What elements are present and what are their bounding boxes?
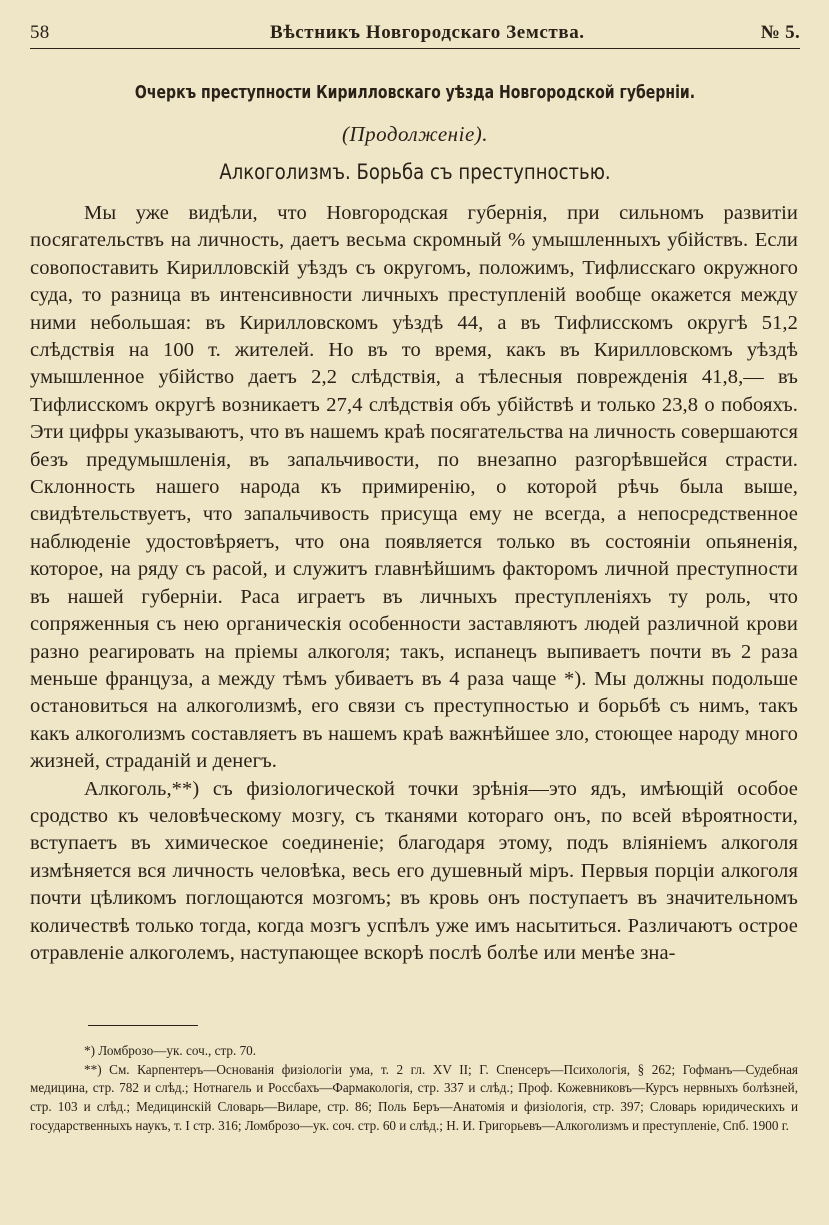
- article-body: [30, 200, 798, 967]
- journal-title: Вѣстникъ Новгородскаго Земства.: [270, 22, 585, 43]
- paragraph: Мы уже видѣли, что Новгородская губернія, при сильномъ развитіи посягательствъ на личность, даетъ весьма скромный % умышленныхъ убійствъ. Если совопоставить Кирилловскій уѣздъ съ округомъ, положимъ, Тифлисскаго окружного суда, то разница въ интенсивности личныхъ преступленій вообще окажется между ними небольшая: въ Кирилловскомъ уѣздѣ 44, а въ Тифлисскомъ округѣ 51,2 слѣдствія на 100 т. жителей. Но въ то время, какъ въ Кирилловскомъ уѣздѣ умышленное убійство даетъ 2,2 слѣдствія, а тѣлесныя поврежденія 41,8,— въ Тифлисскомъ округѣ возникаетъ 27,4 слѣдствія объ убійствѣ и только 23,8 о побояхъ. Эти цифры указываютъ, что въ нашемъ краѣ посягательства на личность совершаются безъ предумышленія, въ запальчивости, по внезапно разгорѣвшейся страсти. Склонность нашего народа къ примиренію, о которой рѣчь была выше, свидѣтельствуетъ, что запальчивость присуща ему не всегда, а непосредственное наблюденіе удостовѣряетъ, что она появляется только въ состояніи опьяненія, которое, на ряду съ расой, и служитъ главнѣйшимъ факторомъ личной преступности въ нашей губерніи. Раса играетъ въ личныхъ преступленіяхъ ту роль, что сопряженныя съ нею органическія особенности заставляютъ людей различной крови разно реагировать на пріемы алкоголя; такъ, испанецъ выпиваетъ почти въ 2 раза меньше француза, а между тѣмъ убиваетъ въ 4 раза чаще *). Мы должны подольше остановиться на алкоголизмѣ, его связи съ преступностью и борьбѣ съ нимъ, такъ какъ алкоголизмъ составляетъ въ нашемъ краѣ важнѣйшее зло, стоющее народу много жизней, страданій и денегъ.: [30, 202, 798, 773]
- page-number: 58: [30, 22, 50, 43]
- header-rule: [30, 48, 800, 49]
- footnotes: [30, 1042, 798, 1136]
- section-title: Алкоголизмъ. Борьба съ преступностью.: [219, 160, 611, 184]
- footnote: **) См. Карпентеръ—Основанія физіологіи ума, т. 2 гл. XV II; Г. Спенсеръ—Психологія, § 262; Гофманъ—Судебная медицина, стр. 782 и слѣд.; Нотнагель и Россбахъ—Фармакологія, стр. 337 и слѣд.; Проф. Кожевниковъ—Курсъ нервныхъ болѣзней, стр. 103 и слѣд.; Медицинскій Словарь—Виларе, стр. 86; Поль Беръ—Анатомія и физіологія, стр. 397; Словарь юридическихъ и государственныхъ наукъ, т. I стр. 316; Ломброзо—ук. соч. стр. 60 и слѣд.; Н. И. Григорьевъ—Алкоголизмъ и преступленіе, Спб. 1900 г.: [30, 1061, 798, 1133]
- footnote: *) Ломброзо—ук. соч., стр. 70.: [84, 1043, 257, 1058]
- article-continuation: (Продолженіе).: [341, 122, 489, 146]
- issue-number: № 5.: [760, 22, 800, 43]
- paragraph: Алкоголь,**) съ физіологической точки зрѣнія—это ядъ, имѣющій особое сродство къ человѣческому мозгу, съ тканями котораго онъ, по всей вѣроятности, вступаетъ въ химическое соединеніе; благодаря этому, подъ вліяніемъ алкоголя измѣняется вся личность человѣка, весь его душевный міръ. Первыя порціи алкоголя почти цѣликомъ поглощаются мозгомъ; въ кровь онъ поступаетъ въ значительномъ количествѣ только тогда, когда мозгъ успѣлъ уже имъ насытиться. Различаютъ острое отравленіе алкоголемъ, наступающее вскорѣ послѣ болѣе или менѣе зна-: [30, 777, 798, 964]
- footnote-rule: [88, 1025, 198, 1026]
- article-title: Очеркъ преступности Кирилловскаго уѣзда Новгородской губерніи.: [134, 82, 696, 103]
